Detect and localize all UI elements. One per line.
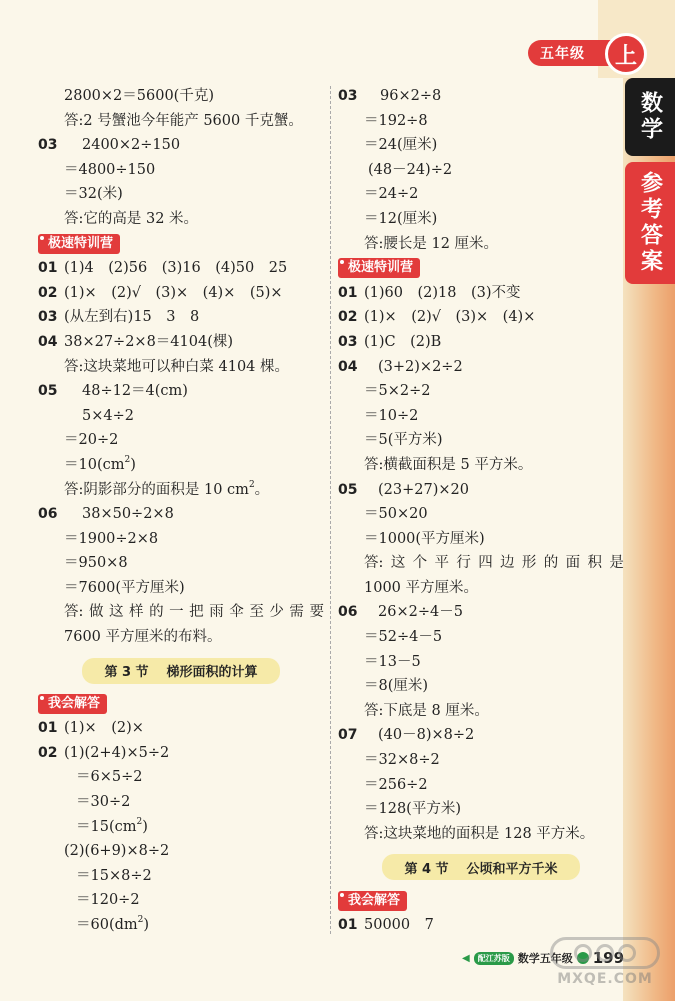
question-06 [338,600,624,625]
answer-line: ＝1000(平方厘米) [364,530,485,547]
watermark-logo-icon [550,937,660,969]
answer-line: (1)× (2)√ (3)× (4)× [364,309,536,326]
edition-pill: 配江苏版 [474,952,514,965]
answer-char: 雨 [209,604,224,621]
question-06 [38,502,324,527]
term-badge: 上 [605,33,647,75]
answer-char: 这 [390,555,406,572]
answer-line: 答:这块菜地的面积是 128 平方米。 [364,825,595,842]
answer-char: 答: [64,604,84,621]
answer-char: 积 [587,555,602,572]
answer-line: 答:腰长是 12 厘米。 [364,235,499,252]
question-number: 03 [338,333,358,350]
question-03 [338,84,624,109]
answer-line: 26×2÷4－5 [378,604,463,621]
answer-line: (48－24)÷2 [368,161,453,178]
answer-line: (1)× (2)× [64,720,144,737]
answer-line: 答:2 号蟹池今年能产 5600 千克蟹。 [64,112,303,129]
question-number: 05 [38,383,58,400]
answer-line: ＝52÷4－5 [364,629,443,646]
watermark-text: MXQE.COM [557,971,653,987]
answer-char: 形 [521,555,537,572]
arrow-left-icon: ◀ [462,952,470,964]
question-07 [338,723,624,748]
answer-line: ＝20÷2 [64,432,119,449]
answer-line: 答:下底是 8 厘米。 [364,702,489,719]
question-03 [38,133,324,158]
question-number: 05 [338,481,358,498]
section-tag: 极速特训营 [38,234,120,254]
question-number: 03 [338,88,358,104]
superscript: 2 [124,454,131,465]
left-column [38,84,324,938]
answer-line: ＝192÷8 [364,112,428,129]
section-title: 公顷和平方千米 [466,861,558,877]
answer-line [38,453,324,478]
answer-line [38,815,324,840]
answer-char: 的 [149,604,164,621]
text-part: ＝60(dm [76,917,138,933]
answer-line: 答:它的高是 32 米。 [64,210,199,227]
answer-line: ＝120÷2 [76,892,140,909]
question-01 [38,256,324,281]
question-number: 01 [38,260,58,277]
answer-line: ＝12(厘米) [364,210,438,227]
question-number: 02 [38,744,58,761]
tag-row [338,256,624,281]
tag-row [38,692,324,717]
answer-line: 2800×2＝5600(千克) [64,88,214,104]
section-label: 第 3 节 [104,665,149,681]
answer-line: (3+2)×2÷2 [378,358,463,375]
answer-char: 四 [478,555,493,572]
answer-line: 5×4÷2 [82,407,134,424]
answer-line: (1)× (2)√ (3)× (4)× (5)× [64,284,283,301]
answer-line: ＝5×2÷2 [364,383,431,400]
answer-line: ＝24÷2 [364,186,419,203]
answer-line [38,478,324,503]
answer-line: (40－8)×8÷2 [378,727,475,744]
site-watermark [540,932,670,992]
answer-char: 做 [88,604,104,621]
answer-char: 少 [269,604,284,621]
answer-line: 7600 平方厘米的布料。 [64,629,222,646]
answer-line: ＝13－5 [364,653,421,670]
answer-line: ＝8(厘米) [364,678,429,695]
question-03 [338,330,624,355]
superscript: 2 [137,915,144,925]
answer-char: 的 [543,555,559,572]
answer-line: ＝10÷2 [364,407,419,424]
answer-line: 答:横截面积是 5 平方米。 [364,456,533,473]
question-02 [38,281,324,306]
question-number: 03 [38,309,58,326]
question-number: 06 [338,604,358,621]
answer-line: ＝15×8÷2 [76,867,152,884]
answer-char: 边 [500,555,515,572]
answer-line: ＝30÷2 [76,794,131,811]
answer-key-tab: 参考答案 [625,162,675,284]
answer-char: 伞 [229,604,244,621]
answer-line: ＝128(平方米) [364,801,461,818]
justified-answer-line [338,551,624,576]
text-part: 答:阴影部分的面积是 10 cm [64,481,249,498]
question-02 [38,741,324,766]
section-tag: 极速特训营 [338,258,420,278]
answer-line: ＝950×8 [64,555,128,572]
answer-line: 96×2÷8 [380,88,442,104]
section-header-row [38,650,324,692]
column-divider [330,86,331,934]
answer-line: ＝32×8÷2 [364,752,440,769]
answer-char: 至 [249,604,264,621]
question-number: 04 [338,358,358,375]
question-number: 04 [38,333,58,350]
answer-line: (1)60 (2)18 (3)不变 [364,284,521,301]
section-tag: 我会解答 [338,891,407,911]
answer-line: 50000 7 [364,917,434,933]
superscript: 2 [136,816,143,827]
answer-line: 答:这块菜地可以种白菜 4104 棵。 [64,358,290,375]
section-header [82,658,279,684]
question-number: 06 [38,506,58,523]
justified-answer-line [38,600,324,625]
answer-line: 2400×2÷150 [82,137,181,154]
tag-row [338,888,624,913]
answer-char: 要 [309,604,324,621]
text-part: ) [143,917,150,933]
question-03 [38,305,324,330]
answer-line: ＝50×20 [364,506,428,523]
answer-line: ＝32(米) [64,186,123,203]
answer-line: 38×27÷2×8＝4104(棵) [64,333,234,350]
right-column [338,84,624,938]
question-05 [338,478,624,503]
answer-char: 是 [609,555,624,572]
question-04 [38,330,324,355]
answer-line: (2)(6+9)×8÷2 [64,843,170,860]
question-number: 01 [338,917,358,933]
section-label: 第 4 节 [404,861,449,877]
question-02 [338,305,624,330]
question-number: 02 [338,309,358,326]
question-number: 03 [38,137,58,154]
answer-line: ＝1900÷2×8 [64,530,159,547]
answer-line: ＝256÷2 [364,776,428,793]
answer-line: (1)C (2)B [364,333,442,350]
text-part: ) [130,456,136,473]
question-number: 02 [38,284,58,301]
text-part: ＝15(cm [76,818,137,835]
grade-badge: 五年级 [528,40,640,66]
section-tag: 我会解答 [38,694,107,714]
answer-char: 个 [412,555,428,572]
answer-char: 答: [364,555,384,572]
text-part: ) [142,818,148,835]
answer-char: 把 [189,604,204,621]
answer-line: (1)4 (2)56 (3)16 (4)50 25 [64,260,288,277]
answer-line: ＝5(平方米) [364,432,443,449]
question-04 [338,355,624,380]
answer-line: (从左到右)15 3 8 [64,309,200,326]
question-05 [38,379,324,404]
answer-line: 38×50÷2×8 [82,506,174,523]
subject-tab: 数学 [625,78,675,156]
answer-line: 1000 平方厘米。 [364,579,479,596]
superscript: 2 [248,479,255,490]
answer-line: (1)(2+4)×5÷2 [64,744,170,761]
answer-char: 需 [289,604,304,621]
answer-line: ＝7600(平方厘米) [64,579,185,596]
text-part: 。 [254,481,270,498]
answer-line [38,913,324,938]
question-01 [338,281,624,306]
answer-line: (23+27)×20 [378,481,469,498]
answer-line: ＝4800÷150 [64,161,156,178]
answer-char: 样 [129,604,144,621]
answer-line: 48÷12＝4(cm) [82,383,188,400]
question-number: 01 [338,284,358,301]
answer-line: ＝6×5÷2 [76,769,143,786]
question-number: 01 [38,720,58,737]
answer-line: ＝24(厘米) [364,137,438,154]
section-title: 梯形面积的计算 [166,665,258,681]
page-number: 199 [592,949,625,967]
section-header [382,854,579,880]
text-part: ＝10(cm [64,456,125,473]
answer-char: 一 [169,604,184,621]
question-01 [38,716,324,741]
section-header-row [338,846,624,888]
answer-char: 行 [456,555,471,572]
book-title: 数学五年级 [517,952,573,965]
answer-char: 平 [434,555,449,572]
question-number: 07 [338,727,358,744]
tag-row [38,232,324,257]
answer-char: 这 [108,604,124,621]
answer-char: 面 [565,555,581,572]
